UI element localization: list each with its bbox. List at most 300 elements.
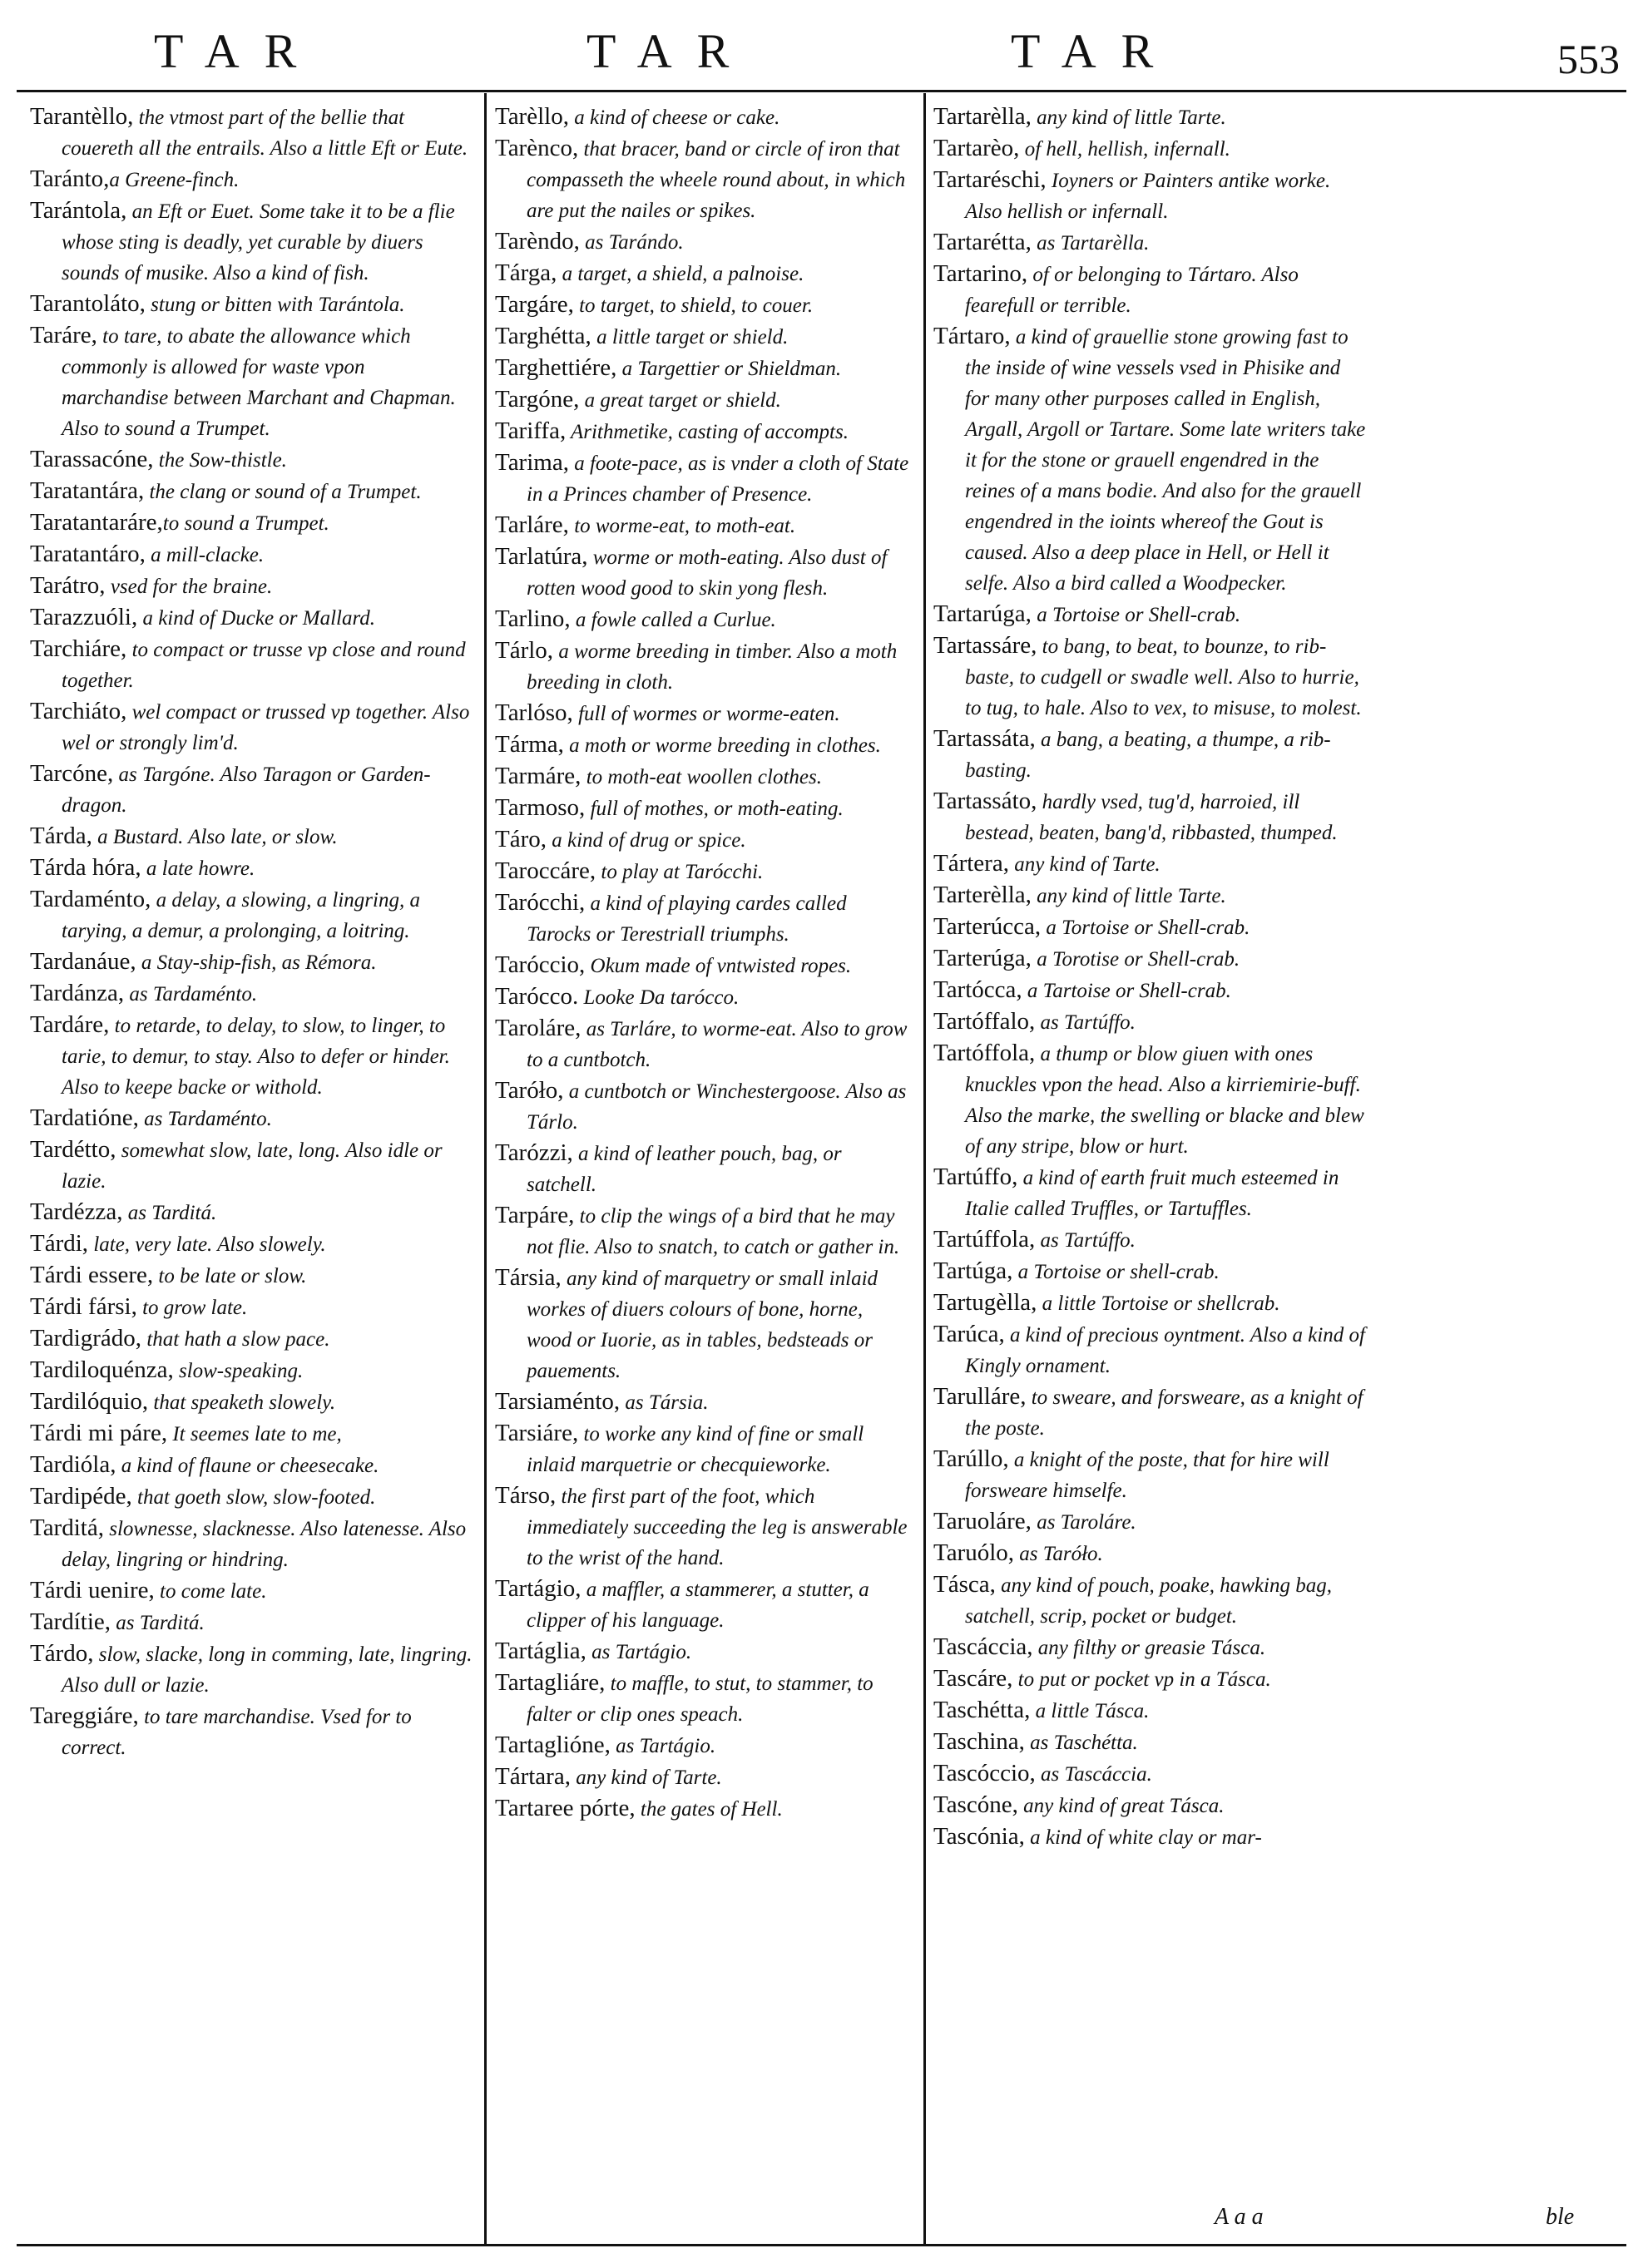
definition: stung or bitten with Tarántola. [145,294,405,316]
definition: a Stay-ship-fish, as Rémora. [136,951,377,974]
definition: a kind of grauellie stone growing fast to the inside of wine vessels vsed in Phisike and for many other purposes called in English, Argall, Argoll or Tartare. Some late writers take it for the stone or grauell engendred in the reines of a mans bodie. And also for the grauell engendred in the ioints whereof the Gout is caused. Also a deep place in Hell, or Hell it selfe. Also a bird called a Woodpecker. [965,326,1366,595]
headword: Tartagliáre, [495,1669,606,1696]
dictionary-entry [495,856,911,887]
headword: Tascónia, [933,1823,1025,1850]
dictionary-entry [30,1355,473,1386]
dictionary-entry [495,887,911,950]
definition: a kind of Ducke or Mallard. [137,607,376,630]
definition: to bang, to beat, to bounze, to rib-baste, to cudgell or swadle well. Also to hurrie, to tug, to hale. Also to vex, to misuse, to molest. [965,635,1362,719]
definition: any kind of Tarte. [570,1766,722,1789]
dictionary-entry [495,1386,911,1418]
dictionary-entry [495,793,911,824]
headword: Tarlatúra, [495,543,588,570]
definition: to sweare, and forsweare, as a knight of the poste. [965,1386,1363,1440]
dictionary-entry [933,599,1368,630]
definition: vsed for the braine. [105,576,273,598]
dictionary-entry [30,571,473,602]
headword: Targáre, [495,291,574,318]
definition: any kind of little Tarte. [1031,106,1226,129]
definition: a maffler, a stammerer, a stutter, a clipper of his language. [527,1579,869,1632]
dictionary-entry [30,696,473,758]
headword: Tarúca, [933,1321,1005,1347]
dictionary-entry [30,1450,473,1481]
definition: that speaketh slowely. [148,1391,336,1414]
dictionary-entry [30,1260,473,1292]
dictionary-entry [933,101,1368,133]
definition: a moth or worme breeding in clothes. [563,734,881,757]
dictionary-entry [30,821,473,852]
definition: to come late. [154,1580,267,1603]
dictionary-entry [933,1444,1368,1506]
dictionary-entry [30,634,473,696]
definition: a thump or blow giuen with ones knuckles vpon the head. Also a kirriemirie-buff. Also the marke, the swelling or blacke and blew of any stripe, blow or hurt. [965,1043,1364,1158]
headword: Tarlino, [495,605,571,632]
headword: Tarláre, [495,511,569,538]
headword: Tartáglia, [495,1638,586,1664]
headword: Tartúffola, [933,1226,1036,1253]
definition: as Tartúffo. [1035,1011,1136,1034]
dictionary-entry [495,289,911,321]
dictionary-entry [495,258,911,289]
definition: a mill-clacke. [145,544,265,566]
headword: Tardióla, [30,1451,116,1478]
dictionary-entry [933,630,1368,724]
dictionary-entry [933,1569,1368,1632]
dictionary-entry [495,384,911,416]
headword: Taruoláre, [933,1508,1032,1534]
dictionary-entry [30,1638,473,1701]
headword: Tarúllo, [933,1445,1009,1472]
definition: as Tarándo. [579,231,684,254]
definition: to be late or slow. [153,1265,307,1287]
headword: Tárlo, [495,637,554,664]
dictionary-entry [933,724,1368,786]
definition: of hell, hellish, infernall. [1019,138,1230,161]
headword: Taroláre, [495,1015,581,1041]
headword: Taratantáro, [30,541,146,567]
headword: Taschétta, [933,1697,1031,1723]
headword: Taratantára, [30,477,145,504]
definition: a Torotise or Shell-crab. [1031,948,1240,971]
definition: a Tartoise or Shell-crab. [1022,980,1231,1002]
running-head-center: TAR [586,24,755,78]
headword: Tartassáta, [933,725,1036,752]
headword: Tárda hóra, [30,854,141,881]
dictionary-entry [933,786,1368,848]
headword: Tascáre, [933,1665,1013,1692]
dictionary-entry [933,133,1368,165]
headword: Tarantoláto, [30,290,146,317]
dictionary-entry [30,195,473,289]
headword: Tarmoso, [495,794,586,821]
dictionary-entry [495,950,911,981]
definition: as Tarditá. [111,1612,205,1634]
dictionary-entry [495,1013,911,1075]
dictionary-entry [495,635,911,698]
dictionary-entry [30,1134,473,1197]
dictionary-entry [30,320,473,444]
headword: Társo, [495,1482,557,1509]
dictionary-entry [495,510,911,541]
dictionary-entry [933,1821,1368,1853]
definition: a kind of white clay or mar- [1024,1826,1262,1849]
dictionary-entry [30,1228,473,1260]
definition: to tare, to abate the allowance which commonly is allowed for waste vpon marchandise between Marchant and Chapman. Also to sound a Trumpet. [62,325,456,440]
definition: to retarde, to delay, to slow, to linger, to tarie, to demur, to stay. Also to defer or hinder. Also to keepe backe or withold. [62,1015,450,1099]
dictionary-entry [30,758,473,821]
dictionary-entry [933,912,1368,943]
dictionary-entry [30,1386,473,1418]
definition: a Tortoise or Shell-crab. [1041,917,1250,939]
definition: Okum made of vntwisted ropes. [585,955,852,977]
dictionary-entry [30,884,473,946]
definition: a Tortoise or shell-crab. [1012,1261,1220,1283]
headword: Tareggiáre, [30,1702,139,1729]
definition: any kind of pouch, poake, hawking bag, satchell, scrip, pocket or budget. [965,1574,1332,1628]
headword: Tardigrádo, [30,1325,142,1351]
dictionary-entry [30,1701,473,1763]
definition: as Tartágio. [586,1641,692,1663]
definition: to put or pocket vp in a Tásca. [1012,1668,1271,1691]
headword: Tarènco, [495,135,579,161]
dictionary-entry [495,729,911,761]
definition: a little target or shield. [591,326,789,348]
headword: Tarterèlla, [933,882,1032,908]
headword: Targóne, [495,386,580,413]
dictionary-entry [495,1138,911,1200]
dictionary-entry [933,1663,1368,1695]
definition: Arithmetike, casting of accompts. [566,421,849,443]
definition: a Greene-finch. [109,169,240,191]
headword: Taróccio, [495,951,586,978]
page-number: 553 [1557,36,1620,82]
headword: Tárdi mi páre, [30,1420,168,1446]
definition: slownesse, slacknesse. Also latenesse. Also delay, lingring or hindring. [62,1518,467,1571]
headword: Tarántola, [30,197,127,224]
definition: a worme breeding in timber. Also a moth breeding in cloth. [527,640,898,694]
definition: as Társia. [620,1391,709,1414]
headword: Tarlóso, [495,699,573,726]
definition: as Tartúffo. [1035,1229,1136,1252]
headword: Tarterúcca, [933,913,1042,940]
definition: to sound a Trumpet. [162,512,329,535]
headword: Tartúffo, [933,1164,1018,1190]
header-rule [17,90,1626,92]
dictionary-entry [495,416,911,447]
definition: a kind of flaune or cheesecake. [116,1455,379,1477]
definition: as Targóne. Also Taragon or Garden-dragon. [62,763,431,817]
headword: Tartaréschi, [933,166,1047,193]
headword: Tartarèlla, [933,103,1032,130]
definition: to grow late. [136,1297,248,1319]
definition: to worme-eat, to moth-eat. [568,515,796,537]
dictionary-entry [30,1292,473,1323]
definition: as Taschétta. [1024,1732,1138,1754]
definition: that hath a slow pace. [141,1328,330,1351]
signature-mark: A a a [1215,2204,1264,2230]
headword: Taróło, [495,1077,564,1104]
dictionary-entry [933,1727,1368,1758]
definition: as Tardaménto. [138,1108,272,1130]
headword: Tártara, [495,1763,571,1790]
definition: any kind of marquetry or small inlaid workes of diuers colours of bone, horne, wood or Iuorie, as in tables, bedsteads or pauements. [527,1267,878,1382]
headword: Tardétto, [30,1136,116,1163]
dictionary-entry [495,226,911,258]
headword: Tartassáre, [933,632,1037,659]
dictionary-entry [495,1793,911,1825]
headword: Tárdo, [30,1640,94,1667]
headword: Tarchiáto, [30,698,127,724]
definition: a kind of earth fruit much esteemed in Italie called Truffles, or Tartuffles. [965,1167,1339,1220]
headword: Tartarétta, [933,229,1032,255]
headword: Tarsiáre, [495,1420,579,1446]
headword: Tartóffalo, [933,1008,1036,1035]
headword: Tardanáue, [30,948,136,975]
definition: a Tortoise or Shell-crab. [1031,604,1241,626]
headword: Taráre, [30,322,97,348]
headword: Targhétta, [495,323,591,349]
definition: full of wormes or worme-eaten. [572,703,840,725]
dictionary-entry [933,1287,1368,1319]
definition: wel compact or trussed vp together. Also wel or strongly lim'd. [62,701,470,754]
headword: Tardiloquénza, [30,1356,174,1383]
headword: Tarcóne, [30,760,114,787]
dictionary-entry [30,1323,473,1355]
definition: a delay, a slowing, a lingring, a tarying, a demur, a prolonging, a loitring. [62,889,420,942]
definition: worme or moth-eating. Also dust of rotten wood good to skin yong flesh. [527,546,888,600]
definition: any kind of great Tásca. [1017,1795,1225,1817]
headword: Tartarino, [933,260,1028,287]
headword: Tárga, [495,259,557,286]
definition: the gates of Hell. [635,1798,783,1821]
definition: as Tarditá. [122,1202,217,1224]
dictionary-entry [30,539,473,571]
dictionary-entry [30,1418,473,1450]
dictionary-entry [933,165,1368,227]
dictionary-entry [30,164,473,195]
headword: Tardézza, [30,1198,123,1225]
definition: full of mothes, or moth-eating. [585,798,844,820]
dictionary-entry [30,507,473,539]
headword: Tártaro, [933,323,1011,349]
headword: Tartóffola, [933,1040,1036,1066]
dictionary-entry [933,880,1368,912]
dictionary-entry [933,848,1368,880]
dictionary-entry [495,447,911,510]
headword: Tásca, [933,1571,996,1598]
headword: Taroccáre, [495,857,596,884]
dictionary-entry [933,1319,1368,1381]
definition: Ioyners or Painters antike worke. Also hellish or infernall. [965,170,1331,223]
definition: as Taróło. [1014,1543,1103,1565]
dictionary-entry [30,852,473,884]
dictionary-entry [30,1197,473,1228]
dictionary-entry [30,101,473,164]
definition: a great target or shield. [579,389,781,412]
dictionary-entry [495,353,911,384]
headword: Tartócca, [933,976,1022,1003]
running-head-right: TAR [1011,24,1179,78]
dictionary-entry [933,1758,1368,1790]
dictionary-entry [30,289,473,320]
dictionary-entry [933,1224,1368,1256]
dictionary-entry [30,1513,473,1575]
headword: Tarima, [495,449,569,476]
definition: late, very late. Also slowely. [88,1233,326,1256]
dictionary-entry [933,259,1368,321]
dictionary-entry [933,1006,1368,1038]
definition: a kind of leather pouch, bag, or satchell. [527,1143,842,1196]
dictionary-entry [933,1695,1368,1727]
definition: any kind of Tarte. [1008,853,1160,876]
dictionary-entry [933,1790,1368,1821]
headword: Tardáre, [30,1011,110,1038]
definition: a Bustard. Also late, or slow. [92,826,338,848]
dictionary-entry [933,1381,1368,1444]
headword: Tarazzuóli, [30,604,138,630]
headword: Tardánza, [30,980,125,1006]
definition: hardly vsed, tug'd, harroied, ill bestead, beaten, bang'd, ribbasted, thumped. [965,791,1338,844]
dictionary-entry [30,476,473,507]
headword: Tarèndo, [495,228,580,254]
dictionary-entry [495,604,911,635]
definition: as Tartágio. [610,1735,716,1757]
definition: the vtmost part of the bellie that couereth all the entrails. Also a little Eft or Eute. [62,106,468,160]
headword: Tartarúga, [933,600,1032,627]
definition: to target, to shield, to couer. [573,294,814,317]
definition: a little Tortoise or shellcrab. [1037,1292,1280,1315]
dictionary-entry [495,761,911,793]
definition: a knight of the poste, that for hire will forsweare himselfe. [965,1449,1329,1502]
definition: the clang or sound of a Trumpet. [144,481,422,503]
headword: Tartarèo, [933,135,1020,161]
headword: Tarantèllo, [30,103,134,130]
headword: Tárma, [495,731,564,758]
dictionary-entry [933,1506,1368,1538]
dictionary-entry [495,1480,911,1574]
headword: Tárdi fársi, [30,1293,137,1320]
definition: Looke Da tarócco. [578,986,740,1009]
dictionary-entry [30,1607,473,1638]
definition: somewhat slow, late, long. Also idle or lazie. [62,1139,443,1193]
dictionary-entry [933,227,1368,259]
column-rule-2 [923,93,926,2244]
headword: Tardipéde, [30,1483,132,1510]
headword: Tardítie, [30,1608,111,1635]
dictionary-entry [933,1256,1368,1287]
headword: Tárdi, [30,1230,89,1257]
dictionary-entry [30,946,473,978]
definition: a Targettier or Shieldman. [616,358,842,380]
column-left [30,101,473,1763]
dictionary-entry [495,1636,911,1668]
dictionary-entry [30,602,473,634]
headword: Tarózzi, [495,1139,573,1166]
dictionary-entry [495,321,911,353]
headword: Tarátro, [30,572,106,599]
definition: as Taroláre. [1031,1511,1136,1534]
headword: Tarmáre, [495,763,581,789]
definition: of or belonging to Tártaro. Also fearefull or terrible. [965,264,1299,317]
column-middle [495,101,911,1825]
definition: slow-speaking. [173,1360,304,1382]
dictionary-entry [933,943,1368,975]
definition: to worke any kind of fine or small inlaid marquetrie or checquieworke. [527,1423,864,1476]
definition: It seemes late to me, [167,1423,342,1445]
definition: as Tardaménto. [124,983,258,1006]
headword: Tárdi essere, [30,1262,154,1288]
headword: Tartaglióne, [495,1732,611,1758]
definition: a fowle called a Curlue. [570,609,776,631]
headword: Taschina, [933,1728,1025,1755]
column-right [933,101,1368,1853]
definition: slow, slacke, long in comming, late, lingring. Also dull or lazie. [62,1643,473,1697]
headword: Tárdi uenire, [30,1577,155,1603]
dictionary-entry [30,1103,473,1134]
definition: a kind of playing cardes called Tarocks or Terestriall triumphs. [527,892,847,946]
definition: a late howre. [141,857,255,880]
dictionary-entry [495,1200,911,1262]
dictionary-entry [30,1481,473,1513]
dictionary-entry [495,1668,911,1730]
definition: as Tartarèlla. [1031,232,1150,254]
definition: to play at Tarócchi. [596,861,764,883]
dictionary-entry [495,133,911,226]
headword: Tascóne, [933,1791,1018,1818]
definition: as Tascáccia. [1035,1763,1152,1786]
headword: Tartassáto, [933,788,1037,814]
headword: Targhettiére, [495,354,617,381]
definition: that bracer, band or circle of iron that compasseth the wheele round about, in which are put the nailes or spikes. [527,138,906,222]
dictionary-entry [495,1418,911,1480]
dictionary-entry [495,1075,911,1138]
dictionary-entry [933,1162,1368,1224]
definition: the first part of the foot, which immediately succeeding the leg is answerable to the wrist of the hand. [527,1485,908,1569]
headword: Tascóccio, [933,1760,1036,1786]
definition: any kind of little Tarte. [1031,885,1226,907]
headword: Tardilóquio, [30,1388,149,1415]
headword: Taránto, [30,166,110,192]
definition: to tare marchandise. Vsed for to correct. [62,1706,412,1759]
footer-rule [17,2244,1626,2246]
definition: a kind of cheese or cake. [568,106,780,129]
headword: Tarulláre, [933,1383,1027,1410]
headword: Tarditá, [30,1514,104,1541]
definition: a foote-pace, as is vnder a cloth of State in a Princes chamber of Presence. [527,452,909,506]
definition: to maffle, to stut, to stammer, to falter or clip ones speach. [527,1673,873,1726]
dictionary-entry [933,1632,1368,1663]
headword: Tarterúga, [933,945,1032,971]
column-rule-1 [484,93,487,2244]
headword: Tártera, [933,850,1009,877]
running-header [0,23,1643,106]
dictionary-entry [495,1730,911,1762]
dictionary-entry [495,541,911,604]
definition: a cuntbotch or Winchestergoose. Also as Tárlo. [527,1080,907,1134]
dictionary-entry [933,1538,1368,1569]
catchword: ble [1546,2204,1575,2230]
dictionary-entry [495,101,911,133]
headword: Tartaree pórte, [495,1795,636,1821]
dictionary-entry [933,321,1368,599]
definition: any filthy or greasie Tásca. [1032,1637,1266,1659]
dictionary-entry [933,1038,1368,1162]
definition: a little Tásca. [1030,1700,1150,1722]
headword: Tartúga, [933,1258,1013,1284]
headword: Tascáccia, [933,1633,1033,1660]
dictionary-entry [495,1762,911,1793]
dictionary-entry [495,698,911,729]
